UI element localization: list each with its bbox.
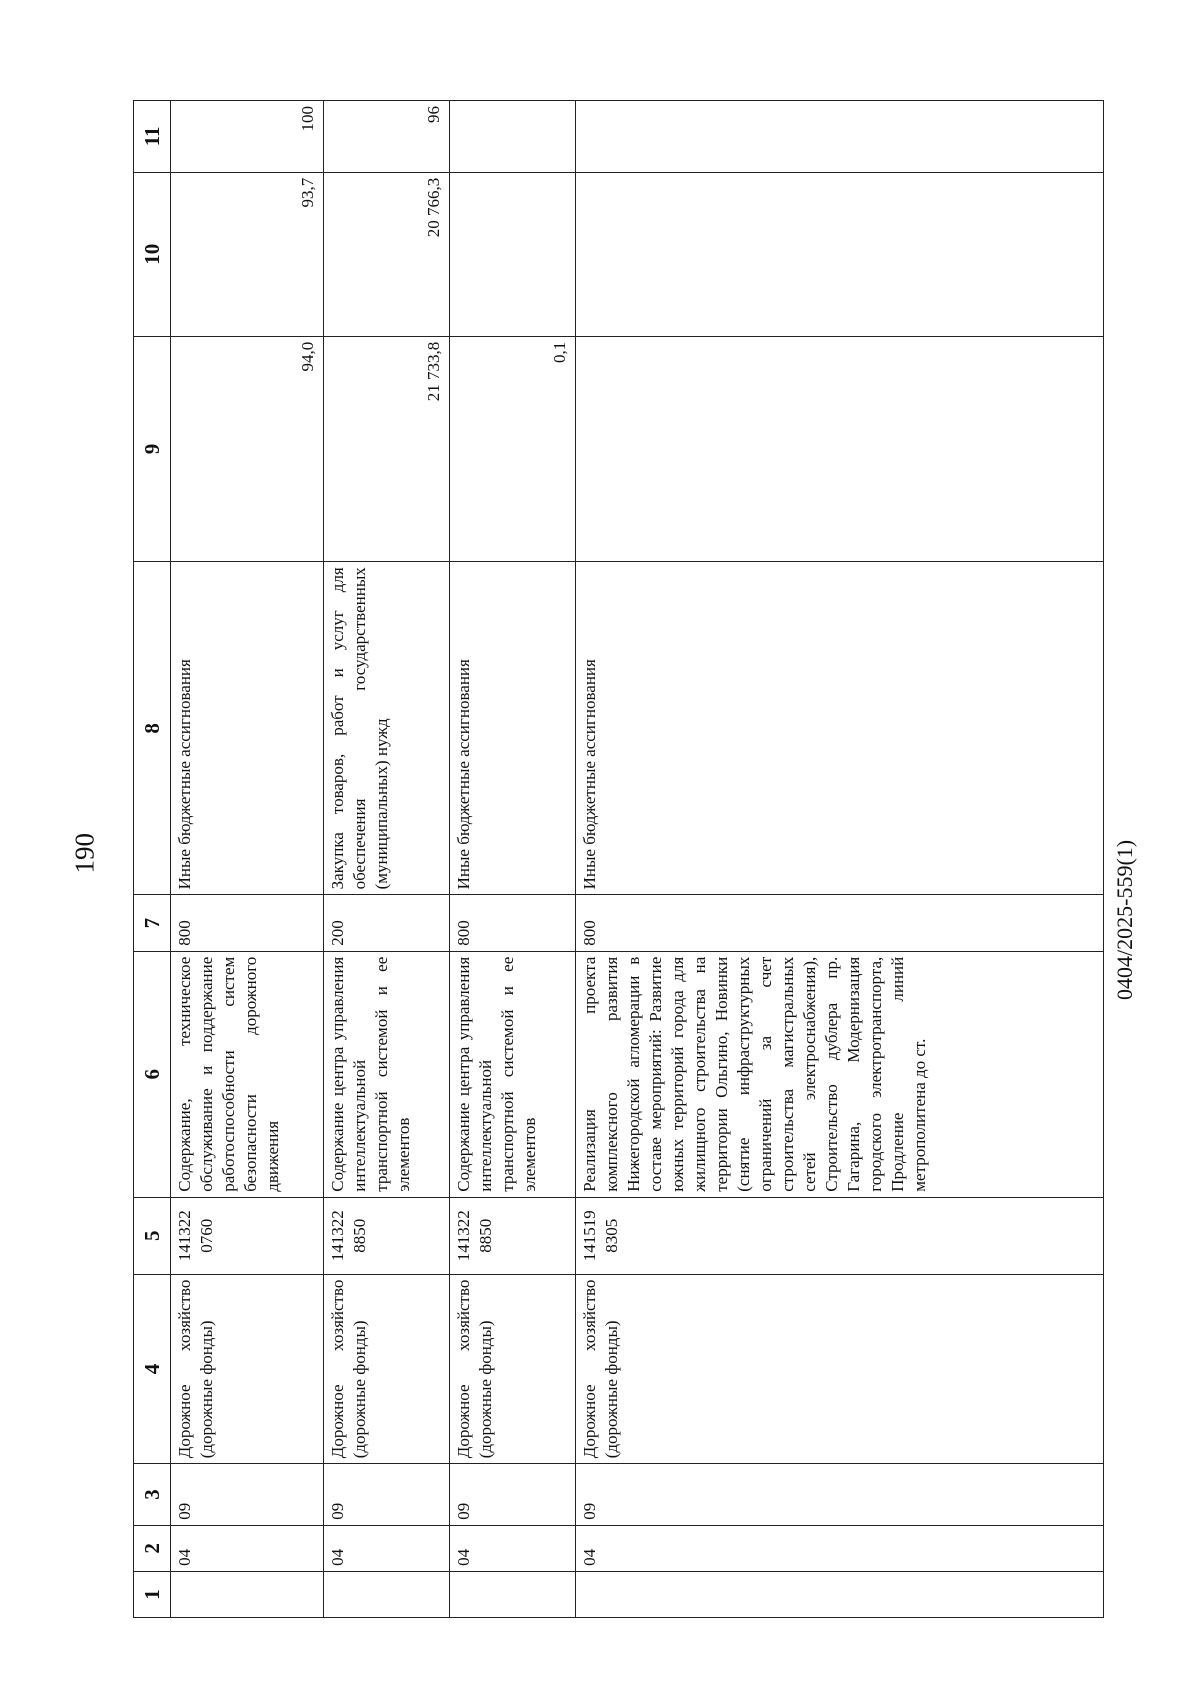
header-col-9: 9 xyxy=(134,336,171,562)
cell-subsection-name: Дорожное хозяйство (дорожные фонды) xyxy=(171,1274,324,1464)
cell-expense-type: 800 xyxy=(171,895,324,951)
cell-subsection-name: Дорожное хозяйство (дорожные фонды) xyxy=(576,1274,1104,1464)
cell-actual: 93,7 xyxy=(171,172,324,336)
cell-percent: 100 xyxy=(171,101,324,173)
header-col-10: 10 xyxy=(134,172,171,336)
table-header-row xyxy=(134,101,171,1618)
cell-expense-type: 800 xyxy=(576,895,1104,951)
page-number: 190 xyxy=(69,833,100,874)
table-row xyxy=(450,101,576,1618)
cell-article-name: Содержание центра управления интеллектуальной транспортной системой и ее элементов xyxy=(450,951,576,1197)
cell-actual: 20 766,3 xyxy=(324,172,450,336)
cell-subsection-name: Дорожное хозяйство (дорожные фонды) xyxy=(450,1274,576,1464)
cell-article-name: Содержание центра управления интеллектуальной транспортной системой и ее элементов xyxy=(324,951,450,1197)
cell-planned: 21 733,8 xyxy=(324,336,450,562)
cell-expense-type-name: Иные бюджетные ассигнования xyxy=(171,562,324,895)
header-col-11: 11 xyxy=(134,101,171,173)
cell-subsection-name: Дорожное хозяйство (дорожные фонды) xyxy=(324,1274,450,1464)
cell-percent: 96 xyxy=(324,101,450,173)
cell-article-name: Содержание, техническое обслуживание и поддержание работоспособности систем безопасности дорожного движения xyxy=(171,951,324,1197)
header-col-1: 1 xyxy=(134,1571,171,1617)
cell-expense-type: 200 xyxy=(324,895,450,951)
cell-percent xyxy=(450,101,576,173)
cell-target-article: 141519 8305 xyxy=(576,1197,1104,1274)
cell-section: 04 xyxy=(450,1525,576,1571)
cell-number xyxy=(450,1571,576,1617)
budget-table-rotated xyxy=(133,100,1093,1618)
cell-planned: 0,1 xyxy=(450,336,576,562)
header-col-6: 6 xyxy=(134,951,171,1197)
cell-number xyxy=(171,1571,324,1617)
cell-actual xyxy=(576,172,1104,336)
header-col-3: 3 xyxy=(134,1464,171,1526)
cell-expense-type: 800 xyxy=(450,895,576,951)
budget-table xyxy=(133,100,1104,1618)
cell-target-article: 141322 8850 xyxy=(450,1197,576,1274)
cell-target-article: 141322 0760 xyxy=(171,1197,324,1274)
cell-expense-type-name: Закупка товаров, работ и услуг для обеспечения государственных (муниципальных) нужд xyxy=(324,562,450,895)
cell-subsection: 09 xyxy=(171,1464,324,1526)
document-code: 0404/2025-559(1) xyxy=(1112,839,1137,1000)
table-row xyxy=(576,101,1104,1618)
cell-expense-type-name: Иные бюджетные ассигнования xyxy=(450,562,576,895)
cell-section: 04 xyxy=(171,1525,324,1571)
cell-number xyxy=(576,1571,1104,1617)
header-col-2: 2 xyxy=(134,1525,171,1571)
cell-article-name: Реализация проекта комплексного развития Нижегородской агломерации в составе мероприятий: Развитие южных территорий города для жилищного строительства на территории Ольгино, Новинки (снятие инфраструктурных ограничений за счет строительства магистральных сетей электроснабжения), Строительство дублера пр. Гагарина, Модернизация городского электротранспорта, Продление линий метрополитена до ст. xyxy=(576,951,1104,1197)
cell-section: 04 xyxy=(324,1525,450,1571)
cell-expense-type-name: Иные бюджетные ассигнования xyxy=(576,562,1104,895)
cell-section: 04 xyxy=(576,1525,1104,1571)
cell-target-article: 141322 8850 xyxy=(324,1197,450,1274)
cell-planned xyxy=(576,336,1104,562)
header-col-5: 5 xyxy=(134,1197,171,1274)
cell-planned: 94,0 xyxy=(171,336,324,562)
cell-number xyxy=(324,1571,450,1617)
header-col-7: 7 xyxy=(134,895,171,951)
cell-subsection: 09 xyxy=(324,1464,450,1526)
cell-actual xyxy=(450,172,576,336)
cell-subsection: 09 xyxy=(576,1464,1104,1526)
header-col-8: 8 xyxy=(134,562,171,895)
cell-subsection: 09 xyxy=(450,1464,576,1526)
table-row xyxy=(324,101,450,1618)
header-col-4: 4 xyxy=(134,1274,171,1464)
cell-percent xyxy=(576,101,1104,173)
table-row xyxy=(171,101,324,1618)
